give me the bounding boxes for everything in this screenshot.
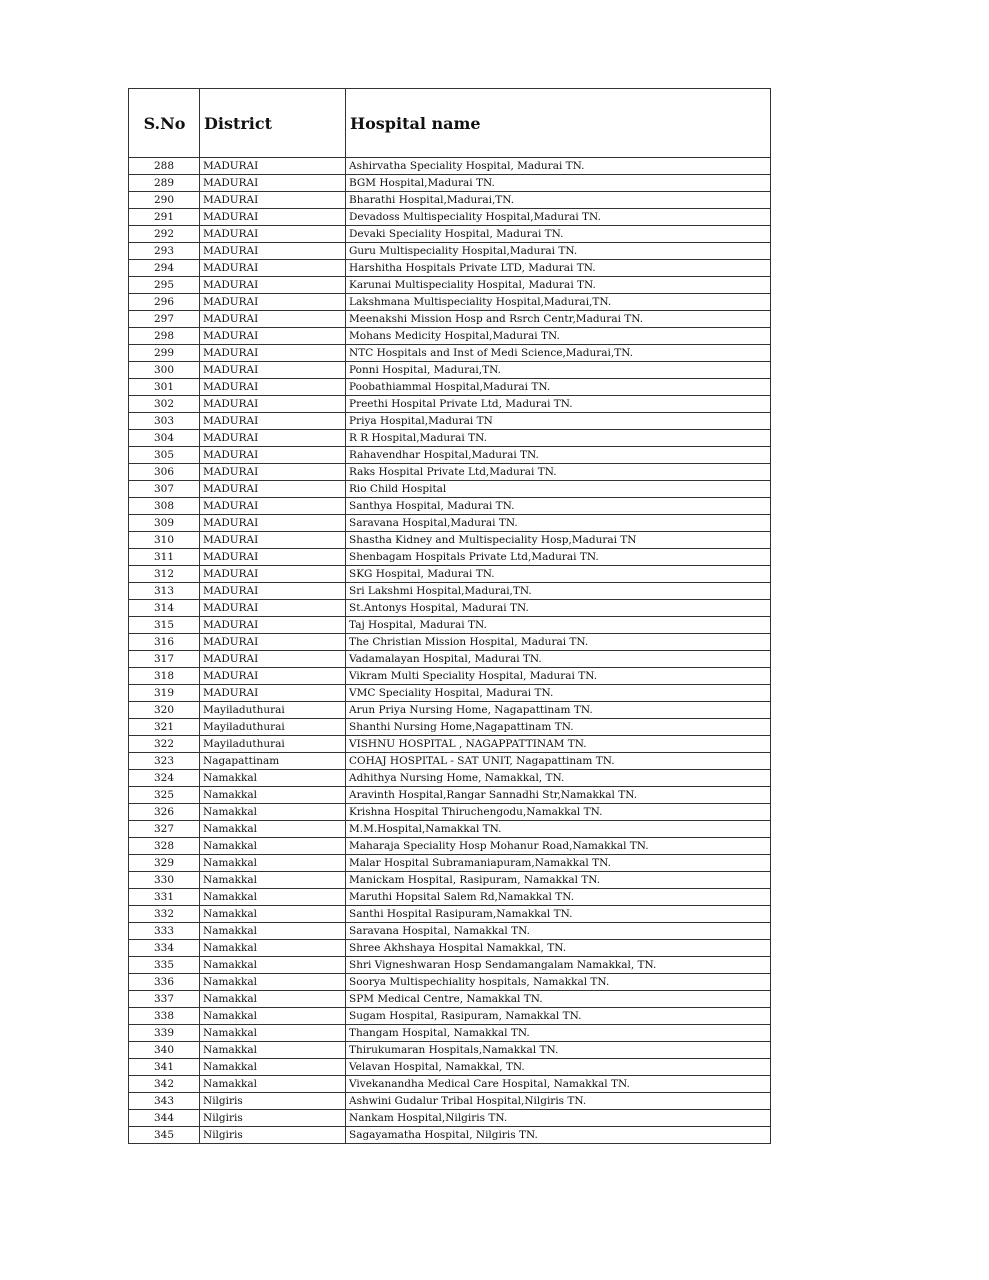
cell-hospital-name: Rio Child Hospital — [346, 481, 771, 498]
cell-hospital-name: Thirukumaran Hospitals,Namakkal TN. — [346, 1042, 771, 1059]
table-row — [129, 226, 771, 243]
cell-district: MADURAI — [200, 600, 346, 617]
cell-sno: 338 — [129, 1008, 200, 1025]
cell-sno: 331 — [129, 889, 200, 906]
cell-district: Nilgiris — [200, 1093, 346, 1110]
table-row — [129, 736, 771, 753]
table-row — [129, 379, 771, 396]
cell-district: MADURAI — [200, 464, 346, 481]
cell-district: MADURAI — [200, 277, 346, 294]
table-row — [129, 923, 771, 940]
cell-hospital-name: Maharaja Speciality Hosp Mohanur Road,Namakkal TN. — [346, 838, 771, 855]
cell-hospital-name: Maruthi Hopsital Salem Rd,Namakkal TN. — [346, 889, 771, 906]
cell-hospital-name: Saravana Hospital,Madurai TN. — [346, 515, 771, 532]
cell-sno: 317 — [129, 651, 200, 668]
cell-hospital-name: Manickam Hospital, Rasipuram, Namakkal TN. — [346, 872, 771, 889]
table-row — [129, 447, 771, 464]
cell-sno: 306 — [129, 464, 200, 481]
cell-sno: 313 — [129, 583, 200, 600]
table-row — [129, 634, 771, 651]
cell-sno: 299 — [129, 345, 200, 362]
cell-hospital-name: Guru Multispeciality Hospital,Madurai TN. — [346, 243, 771, 260]
cell-sno: 343 — [129, 1093, 200, 1110]
cell-sno: 315 — [129, 617, 200, 634]
cell-hospital-name: Devaki Speciality Hospital, Madurai TN. — [346, 226, 771, 243]
table-row — [129, 362, 771, 379]
table-row — [129, 464, 771, 481]
cell-hospital-name: Harshitha Hospitals Private LTD, Madurai TN. — [346, 260, 771, 277]
cell-sno: 326 — [129, 804, 200, 821]
cell-sno: 304 — [129, 430, 200, 447]
table-row — [129, 481, 771, 498]
cell-hospital-name: Vikram Multi Speciality Hospital, Madurai TN. — [346, 668, 771, 685]
cell-sno: 295 — [129, 277, 200, 294]
cell-district: MADURAI — [200, 634, 346, 651]
cell-district: MADURAI — [200, 260, 346, 277]
cell-hospital-name: Shree Akhshaya Hospital Namakkal, TN. — [346, 940, 771, 957]
table-row — [129, 668, 771, 685]
cell-sno: 337 — [129, 991, 200, 1008]
cell-sno: 300 — [129, 362, 200, 379]
cell-hospital-name: Nankam Hospital,Nilgiris TN. — [346, 1110, 771, 1127]
table-row — [129, 277, 771, 294]
cell-district: MADURAI — [200, 328, 346, 345]
cell-district: Namakkal — [200, 957, 346, 974]
cell-sno: 290 — [129, 192, 200, 209]
table-row — [129, 906, 771, 923]
cell-district: Mayiladuthurai — [200, 702, 346, 719]
cell-hospital-name: Preethi Hospital Private Ltd, Madurai TN. — [346, 396, 771, 413]
cell-sno: 301 — [129, 379, 200, 396]
cell-hospital-name: Rahavendhar Hospital,Madurai TN. — [346, 447, 771, 464]
cell-sno: 309 — [129, 515, 200, 532]
cell-sno: 308 — [129, 498, 200, 515]
cell-district: Namakkal — [200, 940, 346, 957]
cell-district: Namakkal — [200, 906, 346, 923]
cell-sno: 319 — [129, 685, 200, 702]
cell-sno: 327 — [129, 821, 200, 838]
cell-district: MADURAI — [200, 430, 346, 447]
cell-district: Namakkal — [200, 889, 346, 906]
cell-hospital-name: Vivekanandha Medical Care Hospital, Namakkal TN. — [346, 1076, 771, 1093]
cell-hospital-name: Ponni Hospital, Madurai,TN. — [346, 362, 771, 379]
cell-sno: 324 — [129, 770, 200, 787]
header-sno: S.No — [129, 89, 200, 158]
cell-hospital-name: Saravana Hospital, Namakkal TN. — [346, 923, 771, 940]
table-row — [129, 991, 771, 1008]
cell-district: MADURAI — [200, 311, 346, 328]
cell-hospital-name: St.Antonys Hospital, Madurai TN. — [346, 600, 771, 617]
cell-district: MADURAI — [200, 447, 346, 464]
cell-hospital-name: Velavan Hospital, Namakkal, TN. — [346, 1059, 771, 1076]
cell-sno: 340 — [129, 1042, 200, 1059]
cell-hospital-name: Shri Vigneshwaran Hosp Sendamangalam Namakkal, TN. — [346, 957, 771, 974]
cell-hospital-name: Adhithya Nursing Home, Namakkal, TN. — [346, 770, 771, 787]
header-hospital-name: Hospital name — [346, 89, 771, 158]
cell-sno: 288 — [129, 158, 200, 175]
cell-district: MADURAI — [200, 413, 346, 430]
cell-district: MADURAI — [200, 345, 346, 362]
table-row — [129, 685, 771, 702]
cell-district: MADURAI — [200, 209, 346, 226]
cell-hospital-name: Karunai Multispeciality Hospital, Madurai TN. — [346, 277, 771, 294]
cell-hospital-name: Thangam Hospital, Namakkal TN. — [346, 1025, 771, 1042]
table-row — [129, 158, 771, 175]
cell-district: Namakkal — [200, 991, 346, 1008]
table-row — [129, 413, 771, 430]
cell-district: Mayiladuthurai — [200, 736, 346, 753]
cell-hospital-name: SKG Hospital, Madurai TN. — [346, 566, 771, 583]
table-row — [129, 770, 771, 787]
cell-district: MADURAI — [200, 549, 346, 566]
cell-sno: 328 — [129, 838, 200, 855]
cell-district: MADURAI — [200, 294, 346, 311]
table-row — [129, 328, 771, 345]
cell-district: Namakkal — [200, 974, 346, 991]
cell-district: MADURAI — [200, 175, 346, 192]
cell-district: Namakkal — [200, 872, 346, 889]
cell-district: Mayiladuthurai — [200, 719, 346, 736]
cell-hospital-name: SPM Medical Centre, Namakkal TN. — [346, 991, 771, 1008]
table-row — [129, 804, 771, 821]
cell-hospital-name: Sagayamatha Hospital, Nilgiris TN. — [346, 1127, 771, 1144]
cell-district: Namakkal — [200, 787, 346, 804]
cell-sno: 289 — [129, 175, 200, 192]
cell-district: MADURAI — [200, 685, 346, 702]
cell-hospital-name: Taj Hospital, Madurai TN. — [346, 617, 771, 634]
cell-district: MADURAI — [200, 226, 346, 243]
table-row — [129, 957, 771, 974]
cell-district: MADURAI — [200, 566, 346, 583]
table-row — [129, 889, 771, 906]
cell-sno: 336 — [129, 974, 200, 991]
cell-sno: 296 — [129, 294, 200, 311]
cell-hospital-name: Mohans Medicity Hospital,Madurai TN. — [346, 328, 771, 345]
cell-hospital-name: NTC Hospitals and Inst of Medi Science,Madurai,TN. — [346, 345, 771, 362]
cell-hospital-name: Shanthi Nursing Home,Nagapattinam TN. — [346, 719, 771, 736]
cell-sno: 316 — [129, 634, 200, 651]
cell-sno: 323 — [129, 753, 200, 770]
table-row — [129, 294, 771, 311]
cell-district: MADURAI — [200, 243, 346, 260]
header-row — [129, 89, 771, 158]
table-row — [129, 209, 771, 226]
table-row — [129, 1110, 771, 1127]
cell-hospital-name: Arun Priya Nursing Home, Nagapattinam TN. — [346, 702, 771, 719]
cell-district: MADURAI — [200, 379, 346, 396]
cell-district: Namakkal — [200, 770, 346, 787]
table-row — [129, 175, 771, 192]
cell-hospital-name: Soorya Multispechiality hospitals, Namakkal TN. — [346, 974, 771, 991]
cell-sno: 330 — [129, 872, 200, 889]
cell-sno: 291 — [129, 209, 200, 226]
table-row — [129, 192, 771, 209]
table-row — [129, 532, 771, 549]
cell-district: MADURAI — [200, 192, 346, 209]
cell-sno: 333 — [129, 923, 200, 940]
cell-sno: 329 — [129, 855, 200, 872]
table-row — [129, 566, 771, 583]
cell-sno: 314 — [129, 600, 200, 617]
cell-sno: 302 — [129, 396, 200, 413]
cell-hospital-name: Santhya Hospital, Madurai TN. — [346, 498, 771, 515]
cell-district: MADURAI — [200, 617, 346, 634]
table-row — [129, 549, 771, 566]
table-row — [129, 600, 771, 617]
table-row — [129, 498, 771, 515]
cell-district: Namakkal — [200, 821, 346, 838]
cell-hospital-name: R R Hospital,Madurai TN. — [346, 430, 771, 447]
cell-district: MADURAI — [200, 583, 346, 600]
cell-hospital-name: Sugam Hospital, Rasipuram, Namakkal TN. — [346, 1008, 771, 1025]
cell-sno: 335 — [129, 957, 200, 974]
cell-sno: 334 — [129, 940, 200, 957]
cell-hospital-name: Malar Hospital Subramaniapuram,Namakkal TN. — [346, 855, 771, 872]
cell-sno: 341 — [129, 1059, 200, 1076]
hospital-table — [128, 88, 771, 1144]
table-row — [129, 872, 771, 889]
cell-district: Namakkal — [200, 923, 346, 940]
table-row — [129, 719, 771, 736]
cell-hospital-name: Shastha Kidney and Multispeciality Hosp,Madurai TN — [346, 532, 771, 549]
cell-hospital-name: Aravinth Hospital,Rangar Sannadhi Str,Namakkal TN. — [346, 787, 771, 804]
cell-hospital-name: Meenakshi Mission Hosp and Rsrch Centr,Madurai TN. — [346, 311, 771, 328]
cell-sno: 339 — [129, 1025, 200, 1042]
cell-hospital-name: VMC Speciality Hospital, Madurai TN. — [346, 685, 771, 702]
cell-sno: 294 — [129, 260, 200, 277]
cell-district: MADURAI — [200, 396, 346, 413]
table-row — [129, 515, 771, 532]
cell-hospital-name: VISHNU HOSPITAL , NAGAPPATTINAM TN. — [346, 736, 771, 753]
cell-district: MADURAI — [200, 668, 346, 685]
cell-hospital-name: Raks Hospital Private Ltd,Madurai TN. — [346, 464, 771, 481]
table-row — [129, 345, 771, 362]
table-row — [129, 651, 771, 668]
cell-district: Namakkal — [200, 855, 346, 872]
cell-district: MADURAI — [200, 651, 346, 668]
cell-sno: 318 — [129, 668, 200, 685]
cell-district: Namakkal — [200, 1008, 346, 1025]
cell-sno: 311 — [129, 549, 200, 566]
cell-district: MADURAI — [200, 158, 346, 175]
table-row — [129, 1025, 771, 1042]
cell-sno: 345 — [129, 1127, 200, 1144]
cell-district: MADURAI — [200, 515, 346, 532]
cell-sno: 320 — [129, 702, 200, 719]
table-row — [129, 243, 771, 260]
cell-hospital-name: The Christian Mission Hospital, Madurai TN. — [346, 634, 771, 651]
cell-district: Nagapattinam — [200, 753, 346, 770]
table-row — [129, 1042, 771, 1059]
table-row — [129, 702, 771, 719]
table-row — [129, 974, 771, 991]
cell-sno: 298 — [129, 328, 200, 345]
cell-sno: 332 — [129, 906, 200, 923]
cell-sno: 310 — [129, 532, 200, 549]
header-district: District — [200, 89, 346, 158]
table-row — [129, 583, 771, 600]
table-row — [129, 787, 771, 804]
cell-hospital-name: COHAJ HOSPITAL - SAT UNIT, Nagapattinam TN. — [346, 753, 771, 770]
cell-district: Namakkal — [200, 1025, 346, 1042]
cell-sno: 305 — [129, 447, 200, 464]
cell-sno: 312 — [129, 566, 200, 583]
table-row — [129, 855, 771, 872]
cell-hospital-name: Devadoss Multispeciality Hospital,Madurai TN. — [346, 209, 771, 226]
cell-district: Nilgiris — [200, 1110, 346, 1127]
cell-hospital-name: Poobathiammal Hospital,Madurai TN. — [346, 379, 771, 396]
table-body — [129, 158, 771, 1144]
cell-sno: 292 — [129, 226, 200, 243]
table-row — [129, 753, 771, 770]
table-row — [129, 260, 771, 277]
cell-district: Nilgiris — [200, 1127, 346, 1144]
table-row — [129, 940, 771, 957]
cell-district: MADURAI — [200, 362, 346, 379]
cell-district: Namakkal — [200, 1059, 346, 1076]
cell-district: Namakkal — [200, 804, 346, 821]
cell-hospital-name: Shenbagam Hospitals Private Ltd,Madurai TN. — [346, 549, 771, 566]
cell-hospital-name: Ashirvatha Speciality Hospital, Madurai TN. — [346, 158, 771, 175]
cell-sno: 293 — [129, 243, 200, 260]
table-row — [129, 821, 771, 838]
cell-sno: 297 — [129, 311, 200, 328]
cell-hospital-name: Bharathi Hospital,Madurai,TN. — [346, 192, 771, 209]
table-row — [129, 617, 771, 634]
cell-hospital-name: BGM Hospital,Madurai TN. — [346, 175, 771, 192]
cell-district: MADURAI — [200, 481, 346, 498]
table-row — [129, 311, 771, 328]
cell-hospital-name: Santhi Hospital Rasipuram,Namakkal TN. — [346, 906, 771, 923]
cell-district: Namakkal — [200, 1042, 346, 1059]
cell-district: MADURAI — [200, 498, 346, 515]
table-row — [129, 1093, 771, 1110]
cell-district: MADURAI — [200, 532, 346, 549]
cell-district: Namakkal — [200, 838, 346, 855]
cell-hospital-name: M.M.Hospital,Namakkal TN. — [346, 821, 771, 838]
cell-hospital-name: Priya Hospital,Madurai TN — [346, 413, 771, 430]
cell-hospital-name: Sri Lakshmi Hospital,Madurai,TN. — [346, 583, 771, 600]
table-row — [129, 1059, 771, 1076]
table-row — [129, 838, 771, 855]
cell-sno: 303 — [129, 413, 200, 430]
table-row — [129, 1008, 771, 1025]
cell-sno: 307 — [129, 481, 200, 498]
cell-hospital-name: Vadamalayan Hospital, Madurai TN. — [346, 651, 771, 668]
cell-hospital-name: Krishna Hospital Thiruchengodu,Namakkal TN. — [346, 804, 771, 821]
cell-sno: 342 — [129, 1076, 200, 1093]
table-row — [129, 396, 771, 413]
cell-sno: 344 — [129, 1110, 200, 1127]
cell-sno: 321 — [129, 719, 200, 736]
cell-sno: 325 — [129, 787, 200, 804]
table-row — [129, 1127, 771, 1144]
table-row — [129, 430, 771, 447]
cell-sno: 322 — [129, 736, 200, 753]
cell-district: Namakkal — [200, 1076, 346, 1093]
table-row — [129, 1076, 771, 1093]
cell-hospital-name: Ashwini Gudalur Tribal Hospital,Nilgiris TN. — [346, 1093, 771, 1110]
cell-hospital-name: Lakshmana Multispeciality Hospital,Madurai,TN. — [346, 294, 771, 311]
